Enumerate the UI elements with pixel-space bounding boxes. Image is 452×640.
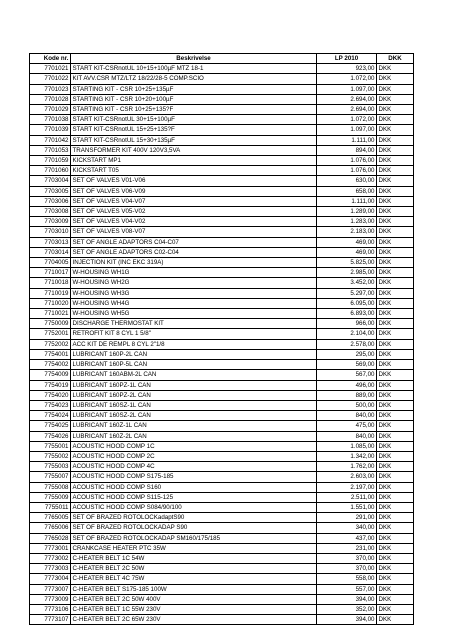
cell-currency: DKK [377,523,414,533]
cell-code: 7750009 [30,319,71,329]
cell-price: 469,00 [317,247,377,257]
cell-currency: DKK [377,472,414,482]
cell-description: STARTING KIT - CSR 10+20+100µF [71,94,317,104]
cell-price: 437,00 [317,533,377,543]
cell-price: 5.297,00 [317,288,377,298]
cell-currency: DKK [377,584,414,594]
cell-currency: DKK [377,574,414,584]
cell-code: 7773002 [30,553,71,563]
cell-price: 840,00 [317,411,377,421]
cell-code: 7752001 [30,329,71,339]
cell-price: 658,00 [317,186,377,196]
table-row [30,594,414,604]
cell-price: 5.825,00 [317,258,377,268]
table-row [30,135,414,145]
cell-currency: DKK [377,237,414,247]
cell-currency: DKK [377,380,414,390]
table-row [30,462,414,472]
table-row [30,482,414,492]
cell-price: 1.342,00 [317,451,377,461]
cell-currency: DKK [377,135,414,145]
cell-description: SET OF VALVES V05-V02 [71,207,317,217]
cell-price: 630,00 [317,176,377,186]
cell-currency: DKK [377,298,414,308]
cell-price: 1.072,00 [317,115,377,125]
cell-description: KICKSTART MP1 [71,156,317,166]
cell-code: 7755009 [30,492,71,502]
table-row [30,574,414,584]
table-row [30,227,414,237]
table-row [30,278,414,288]
table-row [30,502,414,512]
table-row [30,196,414,206]
cell-currency: DKK [377,492,414,502]
cell-currency: DKK [377,247,414,257]
cell-price: 370,00 [317,553,377,563]
cell-description: SET OF ANGLE ADAPTORS C02-C04 [71,247,317,257]
cell-currency: DKK [377,553,414,563]
cell-description: C-HEATER BELT 4C 75W [71,574,317,584]
cell-currency: DKK [377,533,414,543]
cell-price: 1.097,00 [317,125,377,135]
cell-price: 291,00 [317,513,377,523]
cell-description: C-HEATER BELT 2C 50W [71,564,317,574]
cell-code: 7703004 [30,176,71,186]
cell-price: 966,00 [317,319,377,329]
header-currency: DKK [377,54,414,64]
cell-code: 7703014 [30,247,71,257]
cell-currency: DKK [377,156,414,166]
cell-currency: DKK [377,421,414,431]
cell-code: 7701060 [30,166,71,176]
table-row [30,604,414,614]
table-row [30,615,414,625]
cell-code: 7701021 [30,64,71,74]
cell-description: C-HEATER BELT 2C 50W 400V [71,594,317,604]
cell-price: 2.694,00 [317,94,377,104]
cell-price: 1.762,00 [317,462,377,472]
cell-currency: DKK [377,105,414,115]
header-row [30,54,414,64]
cell-price: 475,00 [317,421,377,431]
cell-description: ACOUSTIC HOOD COMP S160 [71,482,317,492]
cell-description: ACOUSTIC HOOD COMP S084/90/100 [71,502,317,512]
cell-code: 7755002 [30,451,71,461]
cell-description: LUBRICANT 160PZ-1L CAN [71,380,317,390]
cell-description: SET OF VALVES V04-V07 [71,196,317,206]
cell-currency: DKK [377,502,414,512]
cell-description: W-HOUSING WH3G [71,288,317,298]
cell-description: W-HOUSING WH1G [71,268,317,278]
cell-description: LUBRICANT 160P-5L CAN [71,360,317,370]
cell-code: 7754026 [30,431,71,441]
table-row [30,145,414,155]
table-row [30,390,414,400]
cell-price: 6.095,00 [317,298,377,308]
table-row [30,74,414,84]
table-row [30,115,414,125]
cell-code: 7773001 [30,543,71,553]
cell-description: START KIT-CSRnotUL 15+25+135?F [71,125,317,135]
cell-currency: DKK [377,594,414,604]
cell-description: STARTING KIT - CSR 10+25+135?F [71,105,317,115]
table-row [30,288,414,298]
cell-code: 7703010 [30,227,71,237]
cell-price: 1.085,00 [317,441,377,451]
cell-price: 1.097,00 [317,84,377,94]
cell-price: 1.551,00 [317,502,377,512]
table-row [30,533,414,543]
cell-currency: DKK [377,94,414,104]
cell-code: 7765028 [30,533,71,543]
cell-code: 7773003 [30,564,71,574]
cell-description: START KIT-CSRnotUL 30+15+100µF [71,115,317,125]
cell-currency: DKK [377,186,414,196]
table-row [30,247,414,257]
cell-code: 7773007 [30,584,71,594]
table-row [30,298,414,308]
cell-description: C-HEATER BELT 2C 65W 230V [71,615,317,625]
cell-code: 7773106 [30,604,71,614]
cell-price: 6.893,00 [317,309,377,319]
cell-code: 7710019 [30,288,71,298]
cell-price: 894,00 [317,145,377,155]
cell-price: 567,00 [317,370,377,380]
cell-currency: DKK [377,441,414,451]
cell-code: 7754025 [30,421,71,431]
table-row [30,441,414,451]
cell-currency: DKK [377,513,414,523]
cell-description: LUBRICANT 160Z-2L CAN [71,431,317,441]
table-row [30,105,414,115]
cell-currency: DKK [377,615,414,625]
price-list-sheet [29,53,414,625]
table-row [30,319,414,329]
table-row [30,309,414,319]
cell-code: 7701023 [30,84,71,94]
cell-currency: DKK [377,390,414,400]
cell-currency: DKK [377,145,414,155]
cell-currency: DKK [377,84,414,94]
cell-code: 7701028 [30,94,71,104]
cell-description: ACOUSTIC HOOD COMP 2C [71,451,317,461]
cell-description: ACC KIT DE REMPL 8 CYL 2"1/8 [71,339,317,349]
cell-price: 2.603,00 [317,472,377,482]
cell-currency: DKK [377,64,414,74]
cell-price: 569,00 [317,360,377,370]
table-row [30,513,414,523]
cell-code: 7754024 [30,411,71,421]
cell-price: 1.076,00 [317,166,377,176]
table-row [30,268,414,278]
table-row [30,380,414,390]
cell-currency: DKK [377,176,414,186]
cell-currency: DKK [377,564,414,574]
cell-description: TRANSFORMER KIT 400V 120V3,5VA [71,145,317,155]
table-row [30,492,414,502]
cell-description: CRANKCASE HEATER PTC 35W [71,543,317,553]
cell-description: SET OF ANGLE ADAPTORS C04-C07 [71,237,317,247]
table-row [30,543,414,553]
cell-description: START KIT-CSRnotUL 15+30+135µF [71,135,317,145]
cell-code: 7752002 [30,339,71,349]
cell-price: 2.578,00 [317,339,377,349]
cell-currency: DKK [377,543,414,553]
cell-price: 231,00 [317,543,377,553]
cell-description: DISCHARGE THERMOSTAT KIT [71,319,317,329]
cell-currency: DKK [377,400,414,410]
cell-price: 557,00 [317,584,377,594]
cell-currency: DKK [377,451,414,461]
cell-code: 7701053 [30,145,71,155]
cell-currency: DKK [377,319,414,329]
cell-description: INJECTION KIT (INC EKC 319A) [71,258,317,268]
cell-currency: DKK [377,278,414,288]
table-row [30,176,414,186]
cell-currency: DKK [377,166,414,176]
cell-code: 7701039 [30,125,71,135]
table-row [30,258,414,268]
cell-code: 7754002 [30,360,71,370]
header-price: LP 2010 [317,54,377,64]
cell-description: C-HEATER BELT 1C 55W 230V [71,604,317,614]
cell-code: 7710021 [30,309,71,319]
table-row [30,451,414,461]
table-row [30,584,414,594]
cell-code: 7704005 [30,258,71,268]
cell-code: 7755007 [30,472,71,482]
cell-code: 7710018 [30,278,71,288]
cell-description: RETROFIT KIT 8 CYL 1 5/8" [71,329,317,339]
cell-description: SET OF VALVES V08-V07 [71,227,317,237]
table-row [30,217,414,227]
cell-code: 7765005 [30,513,71,523]
cell-price: 1.111,00 [317,135,377,145]
cell-price: 370,00 [317,564,377,574]
cell-description: LUBRICANT 160Z-1L CAN [71,421,317,431]
cell-code: 7755011 [30,502,71,512]
cell-code: 7703009 [30,217,71,227]
cell-code: 7765006 [30,523,71,533]
header-code: Kode nr. [30,54,71,64]
table-row [30,339,414,349]
cell-price: 2.197,00 [317,482,377,492]
table-row [30,125,414,135]
cell-currency: DKK [377,288,414,298]
cell-description: SET OF BRAZED ROTOLOCKADAP SM160/175/185 [71,533,317,543]
cell-code: 7701022 [30,74,71,84]
table-row [30,237,414,247]
cell-price: 2.694,00 [317,105,377,115]
table-row [30,156,414,166]
cell-code: 7701029 [30,105,71,115]
cell-code: 7773107 [30,615,71,625]
cell-description: SET OF BRAZED ROTOLOCKadaptS90 [71,513,317,523]
cell-price: 3.452,00 [317,278,377,288]
cell-price: 923,00 [317,64,377,74]
cell-description: C-HEATER BELT S175-185 100W [71,584,317,594]
cell-currency: DKK [377,411,414,421]
cell-description: W-HOUSING WH4G [71,298,317,308]
cell-currency: DKK [377,125,414,135]
cell-price: 2.183,00 [317,227,377,237]
cell-price: 295,00 [317,349,377,359]
cell-code: 7703006 [30,196,71,206]
cell-price: 500,00 [317,400,377,410]
cell-price: 1.289,00 [317,207,377,217]
table-body [30,64,414,625]
cell-price: 1.111,00 [317,196,377,206]
cell-description: LUBRICANT 160P-2L CAN [71,349,317,359]
cell-description: STARTING KIT - CSR 10+25+135µF [71,84,317,94]
cell-description: SET OF BRAZED ROTOLOCKADAP S90 [71,523,317,533]
cell-description: LUBRICANT 160SZ-1L CAN [71,400,317,410]
price-list-table [29,53,414,625]
table-row [30,523,414,533]
cell-code: 7755003 [30,462,71,472]
cell-price: 2.104,00 [317,329,377,339]
cell-currency: DKK [377,339,414,349]
cell-code: 7710020 [30,298,71,308]
cell-currency: DKK [377,258,414,268]
cell-description: LUBRICANT 160PZ-2L CAN [71,390,317,400]
cell-description: LUBRICANT 160SZ-2L CAN [71,411,317,421]
cell-currency: DKK [377,360,414,370]
cell-price: 340,00 [317,523,377,533]
cell-price: 1.283,00 [317,217,377,227]
cell-price: 496,00 [317,380,377,390]
header-description: Beskrivelse [71,54,317,64]
cell-currency: DKK [377,196,414,206]
table-row [30,411,414,421]
cell-currency: DKK [377,115,414,125]
table-row [30,166,414,176]
table-row [30,400,414,410]
cell-description: ACOUSTIC HOOD COMP 4C [71,462,317,472]
cell-currency: DKK [377,349,414,359]
table-row [30,84,414,94]
cell-currency: DKK [377,268,414,278]
cell-code: 7701042 [30,135,71,145]
cell-currency: DKK [377,604,414,614]
cell-code: 7754020 [30,390,71,400]
cell-currency: DKK [377,309,414,319]
cell-code: 7754019 [30,380,71,390]
cell-currency: DKK [377,217,414,227]
cell-price: 352,00 [317,604,377,614]
table-row [30,360,414,370]
cell-price: 840,00 [317,431,377,441]
cell-description: START KIT-CSRnotUL 10+15+100µF MTZ 18-1 [71,64,317,74]
cell-description: KIT AVV.CSR MTZ/LTZ 18/22/28-5 COMP.SCIO [71,74,317,84]
table-row [30,370,414,380]
cell-price: 394,00 [317,594,377,604]
cell-price: 394,00 [317,615,377,625]
cell-currency: DKK [377,74,414,84]
cell-currency: DKK [377,462,414,472]
cell-description: W-HOUSING WH2G [71,278,317,288]
cell-currency: DKK [377,482,414,492]
cell-currency: DKK [377,207,414,217]
table-row [30,94,414,104]
cell-code: 7701059 [30,156,71,166]
cell-currency: DKK [377,431,414,441]
cell-currency: DKK [377,370,414,380]
cell-code: 7773009 [30,594,71,604]
table-row [30,349,414,359]
cell-description: LUBRICANT 160ABM-2L CAN [71,370,317,380]
cell-description: ACOUSTIC HOOD COMP S175-185 [71,472,317,482]
cell-currency: DKK [377,329,414,339]
cell-code: 7773004 [30,574,71,584]
cell-price: 1.072,00 [317,74,377,84]
table-row [30,207,414,217]
cell-code: 7754009 [30,370,71,380]
cell-code: 7701038 [30,115,71,125]
table-row [30,329,414,339]
table-row [30,472,414,482]
cell-code: 7703013 [30,237,71,247]
cell-description: W-HOUSING WH5G [71,309,317,319]
cell-description: C-HEATER BELT 1C 54W [71,553,317,563]
cell-description: ACOUSTIC HOOD COMP S115-125 [71,492,317,502]
cell-code: 7703005 [30,186,71,196]
cell-price: 469,00 [317,237,377,247]
table-row [30,564,414,574]
cell-price: 889,00 [317,390,377,400]
cell-code: 7710017 [30,268,71,278]
table-row [30,431,414,441]
cell-code: 7703008 [30,207,71,217]
cell-price: 1.076,00 [317,156,377,166]
cell-price: 2.985,00 [317,268,377,278]
cell-description: ACOUSTIC HOOD COMP 1C [71,441,317,451]
cell-price: 2.511,00 [317,492,377,502]
cell-code: 7755008 [30,482,71,492]
table-row [30,421,414,431]
table-row [30,64,414,74]
cell-code: 7754023 [30,400,71,410]
table-row [30,186,414,196]
cell-description: SET OF VALVES V06-V09 [71,186,317,196]
cell-code: 7754001 [30,349,71,359]
cell-currency: DKK [377,227,414,237]
cell-description: SET OF VALVES V04-V02 [71,217,317,227]
cell-description: KICKSTART T05 [71,166,317,176]
cell-price: 558,00 [317,574,377,584]
table-row [30,553,414,563]
cell-description: SET OF VALVES V01-V06 [71,176,317,186]
cell-code: 7755001 [30,441,71,451]
